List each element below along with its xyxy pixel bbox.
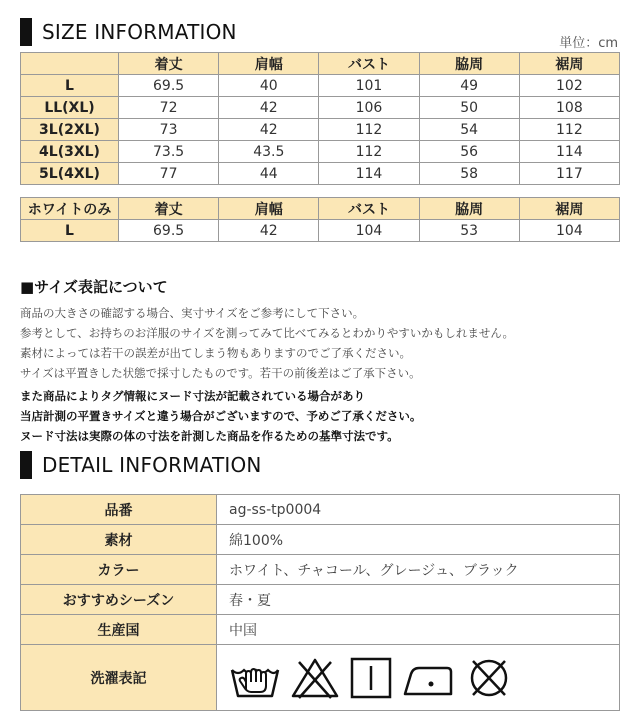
size-value-cell: 69.5 — [119, 220, 219, 242]
detail-value-cell: 春・夏 — [217, 585, 620, 615]
size-value-cell: 53 — [419, 220, 519, 242]
white-header-cell: 裾周 — [519, 198, 619, 220]
size-value-cell: 112 — [319, 141, 419, 163]
white-header-cell: 肩幅 — [219, 198, 319, 220]
size-notes-title: ■サイズ表記について — [20, 278, 168, 296]
detail-section-title: DETAIL INFORMATION — [42, 453, 262, 477]
detail-value-cell: ホワイト、チャコール、グレージュ、ブラック — [217, 555, 620, 585]
hand-wash-icon — [229, 656, 281, 700]
size-label-cell: 5L(4XL) — [21, 163, 119, 185]
section-bar — [20, 451, 32, 479]
table-row — [21, 97, 620, 119]
size-header-cell: 肩幅 — [219, 53, 319, 75]
size-value-cell: 58 — [419, 163, 519, 185]
white-header-cell: ホワイトのみ — [21, 198, 119, 220]
size-label-cell: LL(XL) — [21, 97, 119, 119]
note-line: 素材によっては若干の誤差が出てしまう物もありますのでご了承ください。 — [20, 346, 411, 360]
size-value-cell: 42 — [219, 119, 319, 141]
size-label-cell: L — [21, 75, 119, 97]
size-value-cell: 56 — [419, 141, 519, 163]
size-header-cell: 裾周 — [519, 53, 619, 75]
table-row — [21, 615, 620, 645]
size-value-cell: 112 — [519, 119, 619, 141]
laundry-row — [21, 645, 620, 711]
note-line: 商品の大きさの確認する場合、実寸サイズをご参考にして下さい。 — [20, 306, 365, 320]
size-value-cell: 77 — [119, 163, 219, 185]
detail-key-cell: 素材 — [21, 525, 217, 555]
detail-value-cell: ag-ss-tp0004 — [217, 495, 620, 525]
table-row — [21, 119, 620, 141]
no-dry-clean-icon — [465, 656, 513, 700]
size-notes-bold — [20, 386, 421, 446]
size-value-cell: 102 — [519, 75, 619, 97]
white-size-table — [20, 197, 620, 242]
laundry-icons — [229, 656, 619, 700]
white-header-cell: 脇周 — [419, 198, 519, 220]
size-value-cell: 104 — [319, 220, 419, 242]
size-value-cell: 73 — [119, 119, 219, 141]
size-header-cell: 着丈 — [119, 53, 219, 75]
size-value-cell: 49 — [419, 75, 519, 97]
detail-table — [20, 494, 620, 711]
bold-note-line: ヌード寸法は実際の体の寸法を計測した商品を作るための基準寸法です。 — [20, 429, 399, 443]
laundry-icons-cell — [217, 645, 620, 711]
detail-section-header — [20, 451, 262, 479]
detail-key-cell: 生産国 — [21, 615, 217, 645]
size-table — [20, 52, 620, 185]
size-value-cell: 106 — [319, 97, 419, 119]
detail-key-cell: 品番 — [21, 495, 217, 525]
size-value-cell: 44 — [219, 163, 319, 185]
size-value-cell: 50 — [419, 97, 519, 119]
bold-note-line: また商品によりタグ情報にヌード寸法が記載されている場合があり — [20, 389, 365, 403]
size-value-cell: 42 — [219, 220, 319, 242]
low-iron-icon — [401, 656, 457, 700]
size-value-cell: 72 — [119, 97, 219, 119]
size-table-header-row — [21, 53, 620, 75]
table-row — [21, 141, 620, 163]
table-row — [21, 220, 620, 242]
size-value-cell: 54 — [419, 119, 519, 141]
size-value-cell: 114 — [319, 163, 419, 185]
size-value-cell: 69.5 — [119, 75, 219, 97]
size-value-cell: 117 — [519, 163, 619, 185]
detail-value-cell: 中国 — [217, 615, 620, 645]
size-label-cell: 3L(2XL) — [21, 119, 119, 141]
size-label-cell: L — [21, 220, 119, 242]
table-row — [21, 585, 620, 615]
laundry-label: 洗濯表記 — [21, 645, 217, 711]
white-header-cell: バスト — [319, 198, 419, 220]
size-value-cell: 112 — [319, 119, 419, 141]
size-value-cell: 104 — [519, 220, 619, 242]
size-value-cell: 73.5 — [119, 141, 219, 163]
detail-value-cell: 綿100% — [217, 525, 620, 555]
size-value-cell: 42 — [219, 97, 319, 119]
size-header-cell — [21, 53, 119, 75]
size-notes — [20, 303, 514, 383]
size-value-cell: 43.5 — [219, 141, 319, 163]
size-section-header — [20, 18, 237, 46]
size-value-cell: 114 — [519, 141, 619, 163]
size-header-cell: 脇周 — [419, 53, 519, 75]
note-line: サイズは平置きした状態で採寸したものです。若干の前後差はご了承下さい。 — [20, 366, 421, 380]
line-dry-icon — [349, 656, 393, 700]
size-value-cell: 108 — [519, 97, 619, 119]
size-value-cell: 101 — [319, 75, 419, 97]
size-section-title: SIZE INFORMATION — [42, 20, 237, 44]
note-line: 参考として、お持ちのお洋服のサイズを測ってみて比べてみるとわかりやすいかもしれません。 — [20, 326, 515, 340]
section-bar — [20, 18, 32, 46]
bold-note-line: 当店計測の平置きサイズと違う場合がございますので、予めご了承ください。 — [20, 409, 422, 423]
table-row — [21, 525, 620, 555]
table-row — [21, 75, 620, 97]
unit-label: 単位：cm — [559, 36, 618, 51]
size-value-cell: 40 — [219, 75, 319, 97]
table-row — [21, 495, 620, 525]
table-row — [21, 555, 620, 585]
table-row — [21, 163, 620, 185]
no-bleach-icon — [289, 656, 341, 700]
detail-key-cell: おすすめシーズン — [21, 585, 217, 615]
white-header-cell: 着丈 — [119, 198, 219, 220]
white-table-header-row — [21, 198, 620, 220]
size-header-cell: バスト — [319, 53, 419, 75]
size-label-cell: 4L(3XL) — [21, 141, 119, 163]
detail-key-cell: カラー — [21, 555, 217, 585]
